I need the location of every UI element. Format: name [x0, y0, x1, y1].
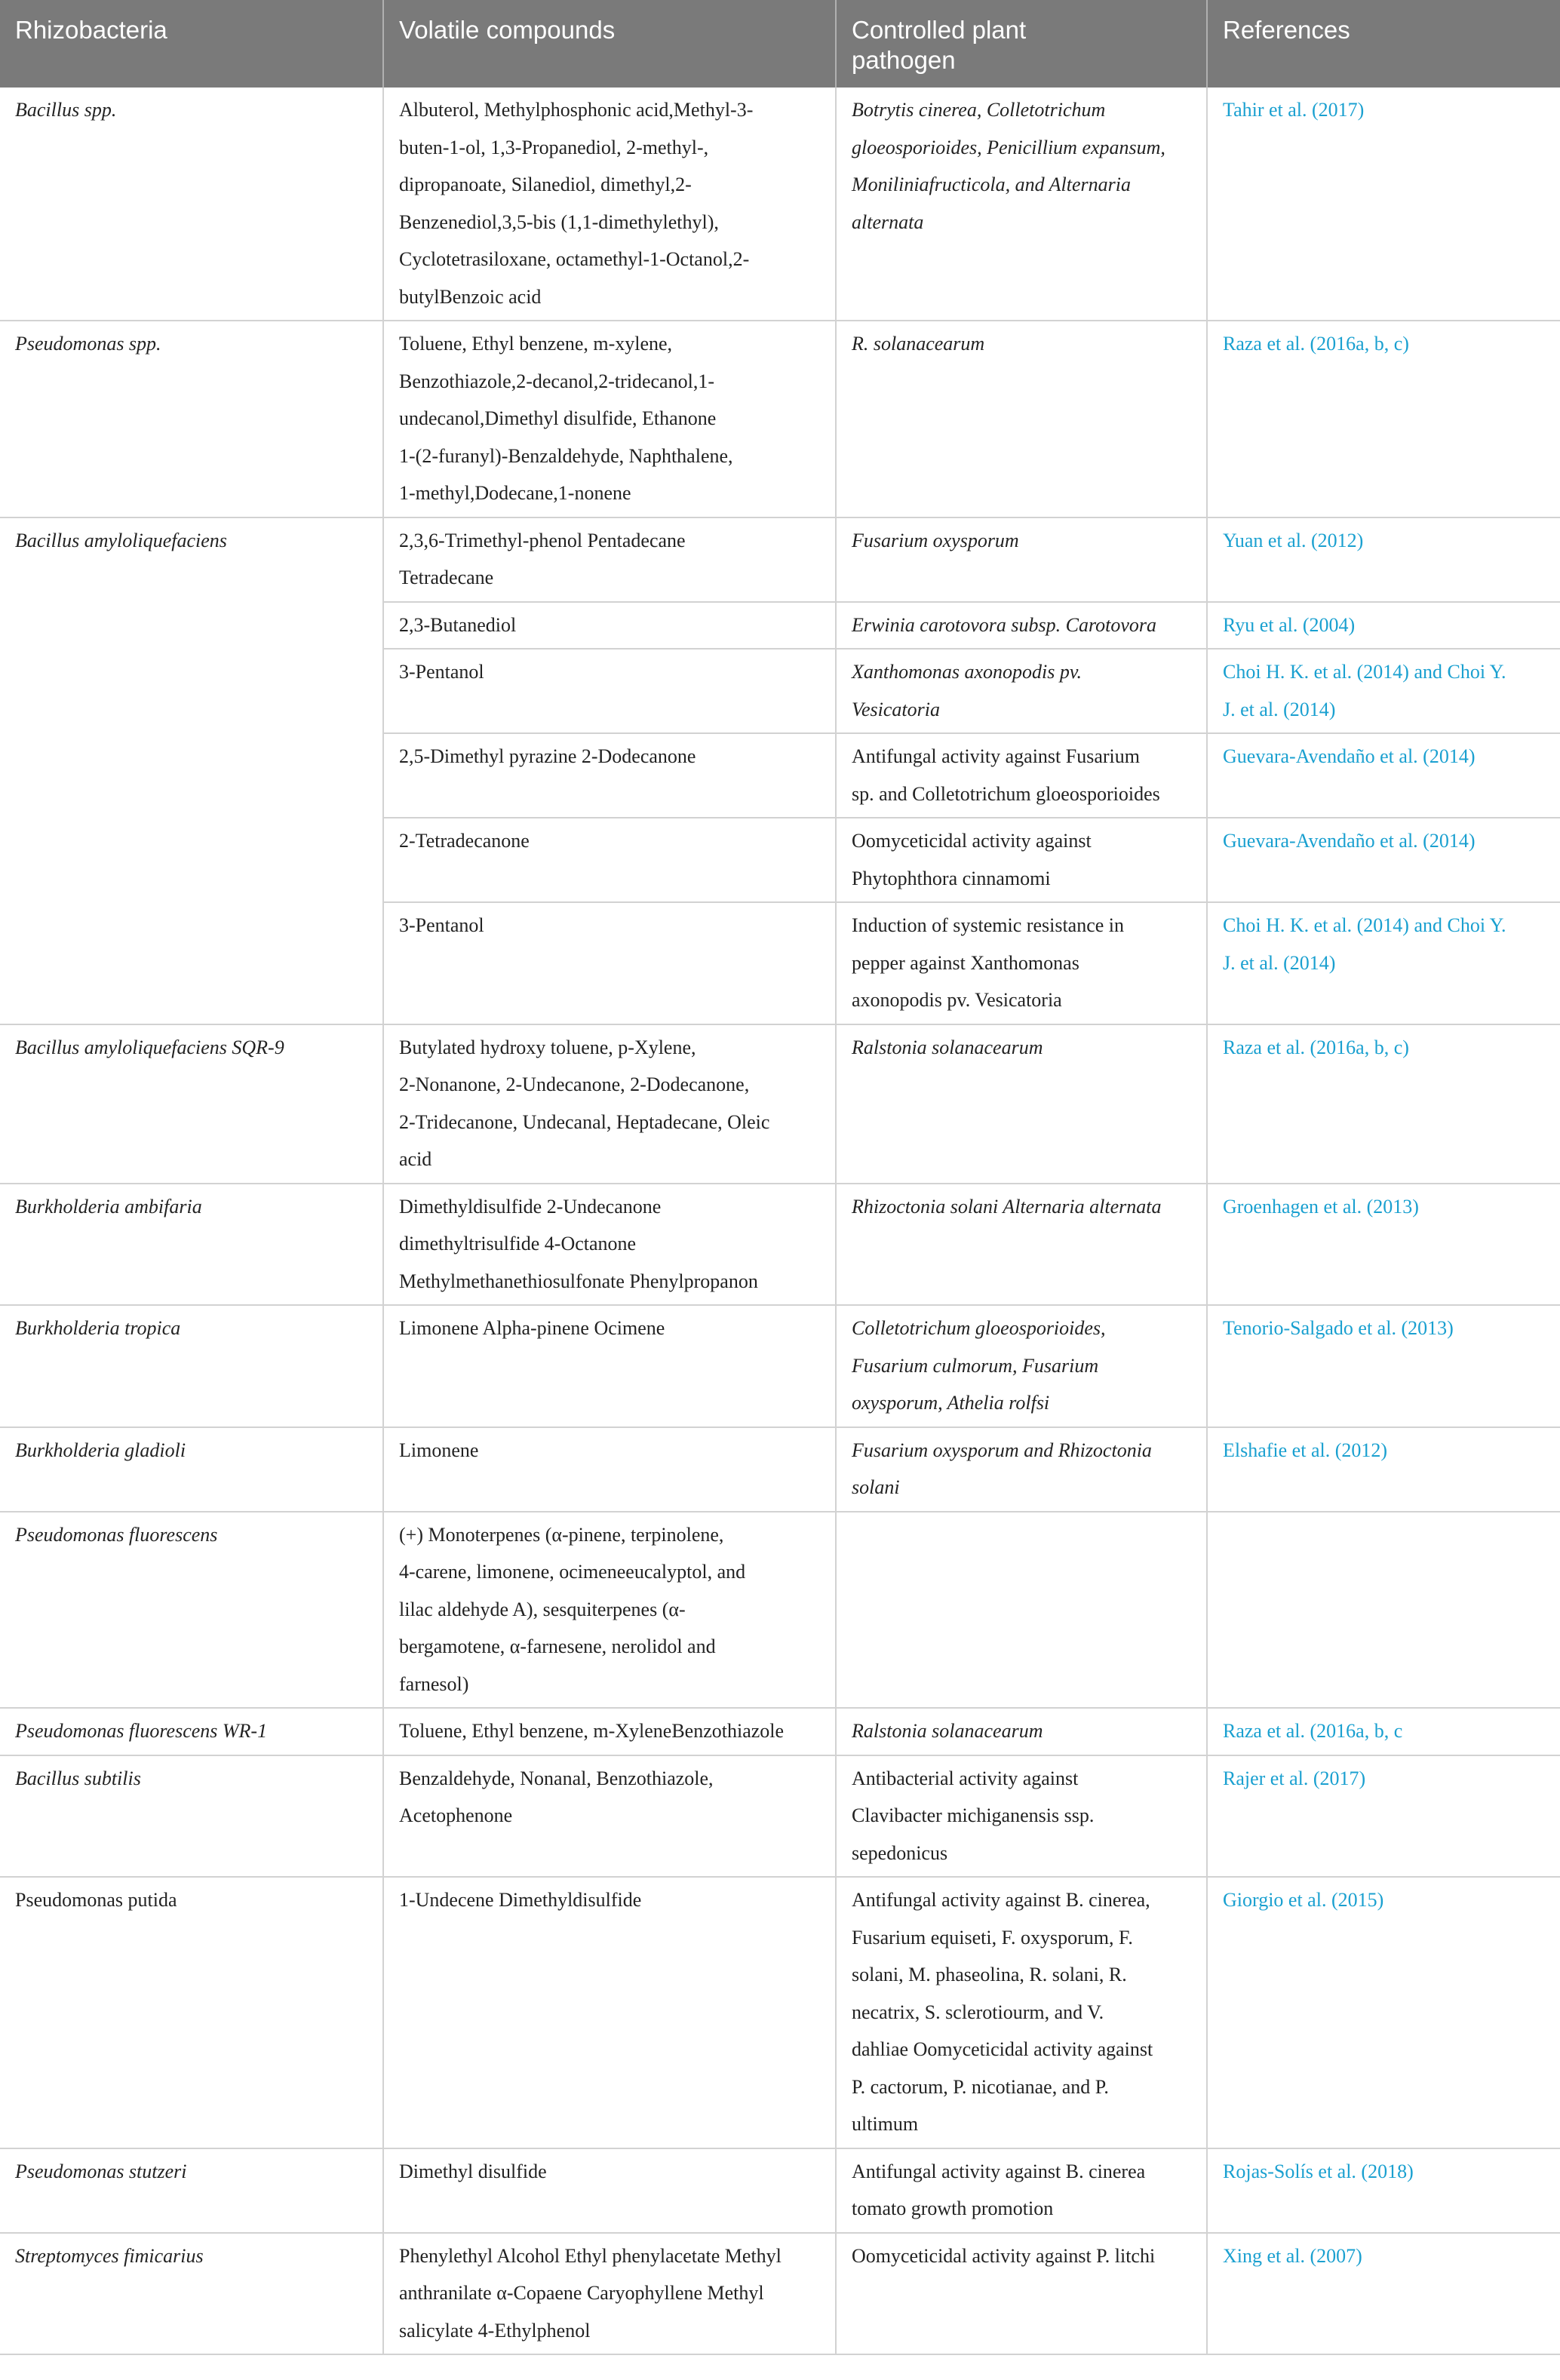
pathogen-line: P. cactorum, P. nicotianae, and P.: [852, 2075, 1109, 2098]
reference-cell: [1207, 517, 1560, 602]
compounds-line: dipropanoate, Silanediol, dimethyl,2-: [399, 174, 692, 195]
rhizobacteria-name: Pseudomonas fluorescens: [15, 1523, 218, 1546]
pathogen-cell: [836, 733, 1207, 818]
pathogen-cell: [836, 818, 1207, 902]
ref-line: Tahir et al. (2017): [1223, 99, 1365, 121]
rhizobacteria-name: Burkholderia gladioli: [15, 1439, 186, 1461]
pathogen-line: Antifungal activity against B. cinerea,: [852, 1889, 1150, 1911]
table-body: [0, 88, 1560, 2354]
reference-cell: [1207, 902, 1560, 1024]
reference-cell: [1207, 1755, 1560, 1878]
pathogen-cell: [836, 1512, 1207, 1709]
compounds-line: Dimethyl disulfide: [399, 2160, 547, 2182]
compounds-line: 2,3,6-Trimethyl-phenol Pentadecane: [399, 529, 686, 551]
compounds-line: 1-methyl,Dodecane,1-nonene: [399, 482, 631, 504]
compounds-line: 3-Pentanol: [399, 661, 484, 683]
ref-line: Raza et al. (2016a, b, c): [1223, 333, 1409, 355]
ref-line: J. et al. (2014): [1223, 951, 1336, 974]
pathogen-line: Fusarium oxysporum: [852, 529, 1019, 551]
pathogen-line: sepedonicus: [852, 1841, 948, 1864]
reference-cell: [1207, 2148, 1560, 2233]
rhizobacteria-cell: [0, 1708, 383, 1755]
compounds-line: Benzenediol,3,5-bis (1,1-dimethylethyl),: [399, 210, 719, 233]
pathogen-line: Botrytis cinerea, Colletotrichum: [852, 99, 1106, 121]
pathogen-line: axonopodis pv. Vesicatoria: [852, 989, 1062, 1011]
compounds-line: Benzothiazole,2-decanol,2-tridecanol,1-: [399, 370, 714, 392]
pathogen-cell: [836, 2148, 1207, 2233]
pathogen-line: gloeosporioides, Penicillium expansum,: [852, 136, 1165, 158]
rhizobacteria-name: Bacillus subtilis: [15, 1767, 141, 1789]
pathogen-cell: [836, 1024, 1207, 1184]
pathogen-cell: [836, 902, 1207, 1024]
table-row: [0, 2148, 1560, 2233]
compounds-line: Acetophenone: [399, 1804, 513, 1826]
pathogen-cell: [836, 1184, 1207, 1306]
compounds-cell: [383, 902, 836, 1024]
ref-line: Xing et al. (2007): [1223, 2244, 1362, 2267]
table-row: [0, 321, 1560, 517]
rhizobacteria-name: Pseudomonas spp.: [15, 333, 161, 355]
table-row: [0, 1708, 1560, 1755]
rhizobacteria-cell: [0, 1427, 383, 1512]
rhizobacteria-cell: [0, 1512, 383, 1709]
pathogen-line: Colletotrichum gloeosporioides,: [852, 1317, 1106, 1339]
pathogen-line: pepper against Xanthomonas: [852, 951, 1079, 974]
compounds-line: salicylate 4-Ethylphenol: [399, 2319, 591, 2342]
pathogen-line: Erwinia carotovora subsp. Carotovora: [852, 613, 1156, 636]
compounds-line: Toluene, Ethyl benzene, m-xylene,: [399, 333, 673, 355]
compounds-line: 2,3-Butanediol: [399, 613, 517, 636]
table-row: [0, 1427, 1560, 1512]
pathogen-line: solani: [852, 1476, 900, 1498]
reference-cell: [1207, 602, 1560, 650]
pathogen-line: Clavibacter michiganensis ssp.: [852, 1804, 1095, 1826]
header-volatile-compounds: Volatile compounds: [383, 0, 836, 88]
pathogen-line: R. solanacearum: [852, 333, 985, 355]
rhizobacteria-cell: [0, 1755, 383, 1878]
compounds-cell: [383, 1877, 836, 2148]
pathogen-line: Ralstonia solanacearum: [852, 1720, 1043, 1742]
table-row: [0, 1512, 1560, 1709]
ref-line: Groenhagen et al. (2013): [1223, 1195, 1419, 1218]
compounds-cell: [383, 1755, 836, 1878]
pathogen-line: oxysporum, Athelia rolfsi: [852, 1392, 1050, 1414]
reference-cell: [1207, 1305, 1560, 1427]
reference-cell: [1207, 1877, 1560, 2148]
compounds-line: 1-(2-furanyl)-Benzaldehyde, Naphthalene,: [399, 444, 733, 467]
compounds-cell: [383, 649, 836, 733]
rhizobacteria-name: Bacillus spp.: [15, 99, 117, 121]
compounds-line: Limonene Alpha-pinene Ocimene: [399, 1317, 665, 1339]
pathogen-line: sp. and Colletotrichum gloeosporioides: [852, 782, 1160, 805]
rhizobacteria-name: Pseudomonas putida: [15, 1889, 177, 1911]
table-row: [0, 1305, 1560, 1427]
table-row: [0, 88, 1560, 321]
pathogen-line: Fusarium culmorum, Fusarium: [852, 1354, 1099, 1377]
pathogen-line: tomato growth promotion: [852, 2197, 1054, 2219]
pathogen-line: Antifungal activity against B. cinerea: [852, 2160, 1146, 2182]
compounds-cell: [383, 1512, 836, 1709]
pathogen-cell: [836, 602, 1207, 650]
rhizobacteria-name: Pseudomonas stutzeri: [15, 2160, 187, 2182]
compounds-line: 3-Pentanol: [399, 914, 484, 936]
rhizobacteria-name: Streptomyces fimicarius: [15, 2244, 204, 2267]
header-rhizobacteria: Rhizobacteria: [0, 0, 383, 88]
compounds-line: 2,5-Dimethyl pyrazine 2-Dodecanone: [399, 745, 696, 767]
pathogen-line: dahliae Oomyceticidal activity against: [852, 2038, 1153, 2060]
pathogen-line: Induction of systemic resistance in: [852, 914, 1125, 936]
reference-cell: [1207, 649, 1560, 733]
compounds-cell: [383, 1427, 836, 1512]
compounds-line: farnesol): [399, 1672, 469, 1695]
rhizobacteria-name: Bacillus amyloliquefaciens: [15, 529, 227, 551]
reference-cell: [1207, 1427, 1560, 1512]
compounds-line: undecanol,Dimethyl disulfide, Ethanone: [399, 407, 717, 429]
reference-cell: [1207, 1708, 1560, 1755]
compounds-line: Cyclotetrasiloxane, octamethyl-1-Octanol,2-: [399, 248, 750, 270]
compounds-cell: [383, 1708, 836, 1755]
pathogen-line: Ralstonia solanacearum: [852, 1036, 1043, 1058]
compounds-line: butylBenzoic acid: [399, 285, 542, 308]
compounds-line: Tetradecane: [399, 567, 494, 588]
rhizobacteria-cell: [0, 517, 383, 1024]
header-references: References: [1207, 0, 1560, 88]
compounds-cell: [383, 1024, 836, 1184]
compounds-line: acid: [399, 1148, 432, 1170]
ref-line: Giorgio et al. (2015): [1223, 1889, 1384, 1911]
pathogen-line: Xanthomonas axonopodis pv.: [852, 661, 1082, 683]
compounds-cell: [383, 321, 836, 517]
compounds-cell: [383, 2148, 836, 2233]
table-row: [0, 1024, 1560, 1184]
pathogen-cell: [836, 1877, 1207, 2148]
pathogen-cell: [836, 321, 1207, 517]
reference-cell: [1207, 2233, 1560, 2355]
reference-cell: [1207, 321, 1560, 517]
pathogen-line: Oomyceticidal activity against P. litchi: [852, 2244, 1156, 2267]
compounds-line: anthranilate α-Copaene Caryophyllene Methyl: [399, 2282, 764, 2304]
rhizobacteria-cell: [0, 88, 383, 321]
ref-line: Choi H. K. et al. (2014) and Choi Y.: [1223, 914, 1506, 936]
compounds-cell: [383, 2233, 836, 2355]
pathogen-line: necatrix, S. sclerotiourm, and V.: [852, 2001, 1104, 2023]
table-row: [0, 2233, 1560, 2355]
pathogen-cell: [836, 517, 1207, 602]
table-row: [0, 1877, 1560, 2148]
compounds-line: Benzaldehyde, Nonanal, Benzothiazole,: [399, 1767, 714, 1789]
compounds-line: 1-Undecene Dimethyldisulfide: [399, 1889, 642, 1911]
pathogen-line: Fusarium oxysporum and Rhizoctonia: [852, 1439, 1152, 1461]
pathogen-line: Oomyceticidal activity against: [852, 830, 1092, 852]
compounds-line: Albuterol, Methylphosphonic acid,Methyl-3-: [399, 99, 754, 121]
header-controlled-plant-pathogen: [836, 0, 1207, 88]
reference-cell: [1207, 1512, 1560, 1709]
compounds-line: bergamotene, α-farnesene, nerolidol and: [399, 1635, 716, 1657]
pathogen-cell: [836, 1755, 1207, 1878]
compounds-cell: [383, 602, 836, 650]
pathogen-cell: [836, 88, 1207, 321]
ref-line: Elshafie et al. (2012): [1223, 1439, 1388, 1461]
compounds-line: Butylated hydroxy toluene, p-Xylene,: [399, 1036, 696, 1058]
ref-line: Rojas-Solís et al. (2018): [1223, 2160, 1414, 2182]
compounds-cell: [383, 818, 836, 902]
ref-line: Ryu et al. (2004): [1223, 613, 1356, 636]
rhizobacteria-name: Pseudomonas fluorescens WR-1: [15, 1720, 268, 1742]
ref-line: Guevara-Avendaño et al. (2014): [1223, 830, 1476, 852]
rhizobacteria-cell: [0, 2148, 383, 2233]
compounds-line: Methylmethanethiosulfonate Phenylpropanon: [399, 1270, 758, 1292]
compounds-line: lilac aldehyde A), sesquiterpenes (α-: [399, 1598, 686, 1620]
compounds-cell: [383, 733, 836, 818]
ref-line: Raza et al. (2016a, b, c: [1223, 1720, 1403, 1742]
ref-line: Raza et al. (2016a, b, c): [1223, 1036, 1409, 1058]
table-row: [0, 1184, 1560, 1306]
pathogen-cell: [836, 1708, 1207, 1755]
compounds-cell: [383, 517, 836, 602]
pathogen-line: solani, M. phaseolina, R. solani, R.: [852, 1964, 1127, 1985]
rhizobacteria-name: Burkholderia tropica: [15, 1317, 181, 1339]
rhizobacteria-cell: [0, 1184, 383, 1306]
compounds-line: 4-carene, limonene, ocimeneeucalyptol, and: [399, 1561, 746, 1583]
pathogen-cell: [836, 1305, 1207, 1427]
pathogen-cell: [836, 649, 1207, 733]
compounds-cell: [383, 88, 836, 321]
rhizobacteria-name: Burkholderia ambifaria: [15, 1195, 202, 1218]
rhizobacteria-cell: [0, 2233, 383, 2355]
reference-cell: [1207, 818, 1560, 902]
compounds-line: 2-Nonanone, 2-Undecanone, 2-Dodecanone,: [399, 1073, 750, 1095]
pathogen-cell: [836, 2233, 1207, 2355]
ref-line: Choi H. K. et al. (2014) and Choi Y.: [1223, 661, 1506, 683]
compounds-line: Phenylethyl Alcohol Ethyl phenylacetate Methyl: [399, 2244, 782, 2267]
reference-cell: [1207, 1184, 1560, 1306]
pathogen-line: alternata: [852, 210, 924, 233]
pathogen-line: ultimum: [852, 2113, 919, 2135]
pathogen-line: Antibacterial activity against: [852, 1767, 1079, 1789]
rhizobacteria-cell: [0, 1024, 383, 1184]
header-pathogen-line: pathogen: [852, 46, 956, 74]
rhizobacteria-name: Bacillus amyloliquefaciens SQR-9: [15, 1036, 284, 1058]
compounds-line: Dimethyldisulfide 2-Undecanone: [399, 1195, 662, 1218]
compounds-line: dimethyltrisulfide 4-Octanone: [399, 1233, 637, 1254]
compounds-line: Toluene, Ethyl benzene, m-XyleneBenzothiazole: [399, 1720, 785, 1742]
compounds-line: buten-1-ol, 1,3-Propanediol, 2-methyl-,: [399, 136, 709, 158]
header-row: [0, 0, 1560, 88]
compounds-cell: [383, 1305, 836, 1427]
rhizobacteria-cell: [0, 1877, 383, 2148]
compounds-line: Limonene: [399, 1439, 479, 1461]
table-row: [0, 1755, 1560, 1878]
pathogen-line: Vesicatoria: [852, 698, 940, 720]
pathogen-line: Antifungal activity against Fusarium: [852, 745, 1140, 767]
header-pathogen-line: Controlled plant: [852, 16, 1027, 44]
pathogen-line: Fusarium equiseti, F. oxysporum, F.: [852, 1926, 1133, 1949]
pathogen-cell: [836, 1427, 1207, 1512]
reference-cell: [1207, 88, 1560, 321]
reference-cell: [1207, 733, 1560, 818]
rhizobacteria-cell: [0, 321, 383, 517]
compounds-line: (+) Monoterpenes (α-pinene, terpinolene,: [399, 1523, 724, 1546]
pathogen-line: Phytophthora cinnamomi: [852, 867, 1051, 889]
ref-line: Tenorio-Salgado et al. (2013): [1223, 1317, 1454, 1339]
reference-cell: [1207, 1024, 1560, 1184]
compounds-cell: [383, 1184, 836, 1306]
compounds-line: 2-Tetradecanone: [399, 830, 530, 852]
ref-line: J. et al. (2014): [1223, 698, 1336, 720]
rhizobacteria-cell: [0, 1305, 383, 1427]
ref-line: Yuan et al. (2012): [1223, 529, 1364, 551]
compounds-line: 2-Tridecanone, Undecanal, Heptadecane, Oleic: [399, 1110, 770, 1133]
ref-line: Guevara-Avendaño et al. (2014): [1223, 745, 1476, 767]
table-row: [0, 517, 1560, 602]
ref-line: Rajer et al. (2017): [1223, 1767, 1366, 1789]
pathogen-line: Rhizoctonia solani Alternaria alternata: [852, 1195, 1162, 1218]
pathogen-line: Moniliniafructicola, and Alternaria: [852, 174, 1132, 195]
